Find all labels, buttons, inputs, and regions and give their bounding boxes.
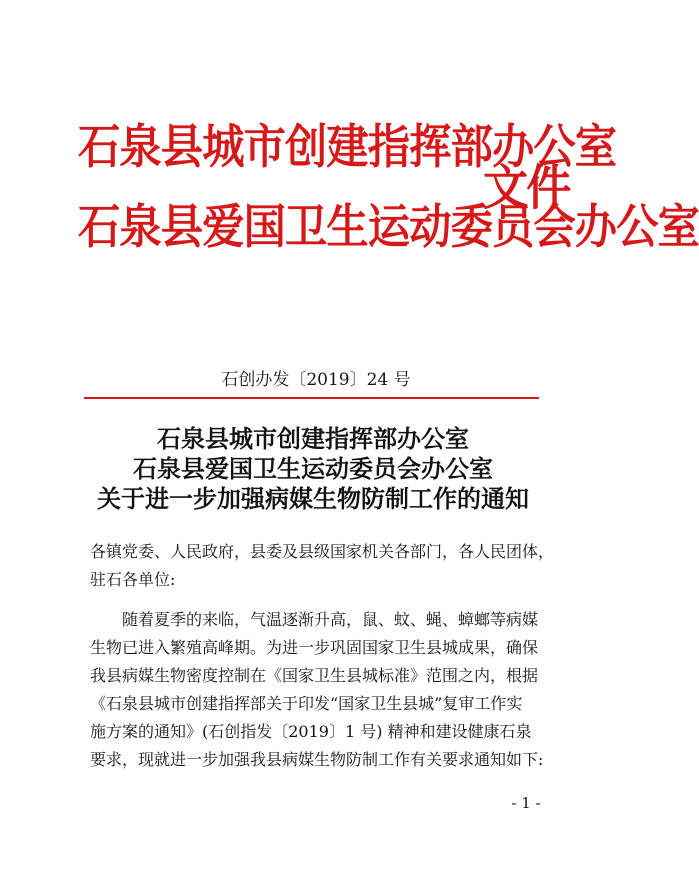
body-line-5: 施方案的通知》(石创指发〔2019〕1 号) 精神和建设健康石泉 <box>90 722 532 741</box>
body-paragraph <box>90 606 542 774</box>
red-divider-line <box>84 397 539 399</box>
title-line-3: 关于进一步加强病媒生物防制工作的通知 <box>97 484 529 513</box>
document-title <box>88 424 538 514</box>
salutation-line-2: 驻石各单位: <box>90 570 176 589</box>
salutation-line-1: 各镇党委、人民政府，县委及县级国家机关各部门，各人民团体， <box>90 542 555 561</box>
body-line-6: 要求，现就进一步加强我县病媒生物防制工作有关要求通知如下: <box>90 750 544 769</box>
body-line-2: 生物已进入繁殖高峰期。为进一步巩固国家卫生县城成果，确保 <box>90 638 539 657</box>
page-number: - 1 - <box>511 794 541 812</box>
official-document-header <box>78 108 699 298</box>
issuer-line-2: 石泉县爱国卫生运动委员会办公室 <box>78 200 699 255</box>
document-number: 石创办发〔2019〕24 号 <box>221 370 411 390</box>
body-line-1: 随着夏季的来临，气温逐渐升高，鼠、蚊、蝇、蟑螂等病媒 <box>122 610 539 629</box>
body-line-3: 我县病媒生物密度控制在《国家卫生县城标准》范围之内，根据 <box>90 666 539 685</box>
title-line-2: 石泉县爱国卫生运动委员会办公室 <box>133 454 493 483</box>
body-line-4: 《石泉县城市创建指挥部关于印发“国家卫生县城”复审工作实 <box>90 694 523 713</box>
issuer-line-1: 石泉县城市创建指挥部办公室 <box>78 120 617 175</box>
salutation <box>90 538 555 594</box>
title-line-1: 石泉县城市创建指挥部办公室 <box>157 424 469 453</box>
document-type: 文件 <box>483 160 570 216</box>
